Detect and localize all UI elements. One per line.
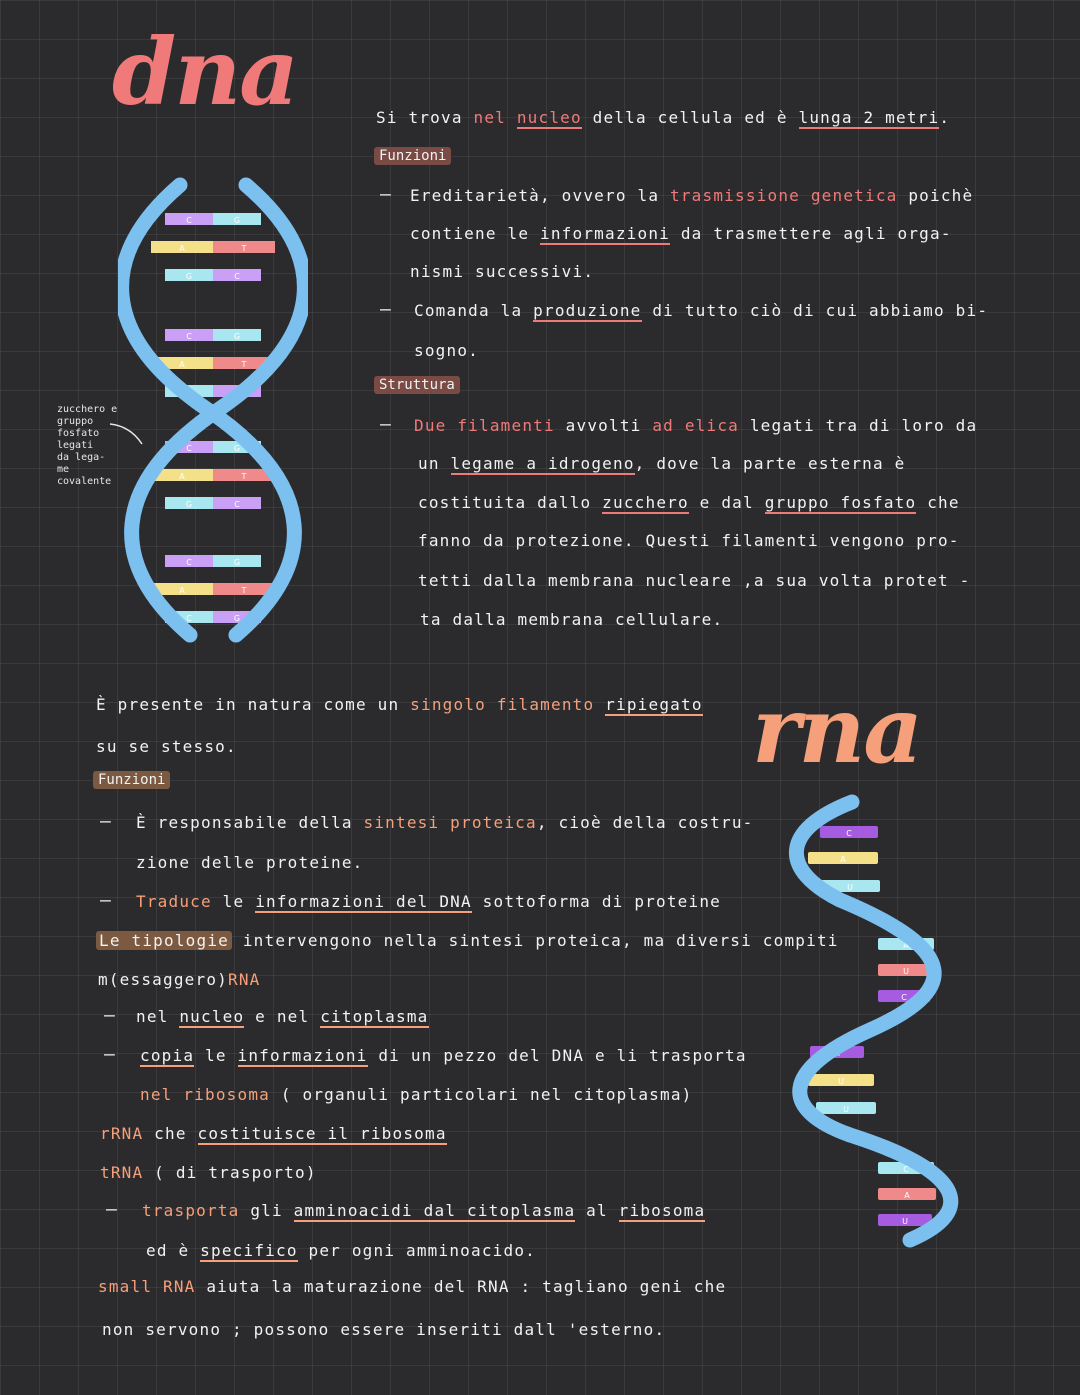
dna-s-line2: un legame a idrogeno, dove la parte esterna è xyxy=(418,454,906,473)
trna-line2: ed è specifico per ogni amminoacido. xyxy=(146,1241,536,1260)
rrna-line: rRNA che costituisce il ribosoma xyxy=(100,1124,447,1143)
rna-base-letter: U xyxy=(902,1217,908,1226)
rna-funzioni-label: Funzioni xyxy=(93,771,170,789)
dna-s-line5: tetti dalla membrana nucleare ,a sua volta protet - xyxy=(418,571,971,590)
mrna-heading: m(essaggero)RNA xyxy=(98,970,261,989)
dna-base-letter: T xyxy=(241,244,247,253)
dna-f1-line2: contiene le informazioni da trasmettere agli orga- xyxy=(410,224,952,243)
rna-tipologie-line: Le tipologie intervengono nella sintesi proteica, ma diversi compiti xyxy=(96,931,839,950)
dna-base-letter: A xyxy=(179,244,185,253)
dna-f2-line2: sogno. xyxy=(414,341,479,360)
rna-base-letter: C xyxy=(846,829,852,838)
dash-icon: – xyxy=(100,890,111,911)
mrna-line2: copia le informazioni di un pezzo del DNA e li trasporta xyxy=(140,1046,747,1065)
rna-base-letter: U xyxy=(903,967,909,976)
dna-base-letter: G xyxy=(185,272,193,281)
rna-base-letter: U xyxy=(847,883,853,892)
dna-base-letter: C xyxy=(234,272,240,281)
rna-base-letter: C xyxy=(903,1165,909,1174)
rna-f2-line1: Traduce le informazioni del DNA sottoforma di proteine xyxy=(136,892,721,911)
dna-base-letter: C xyxy=(186,332,192,341)
small-rna-line2: non servono ; possono essere inseriti dall 'esterno. xyxy=(102,1320,666,1339)
trna-line: tRNA ( di trasporto) xyxy=(100,1163,317,1182)
rna-title: rna xyxy=(752,676,921,784)
dna-base-letter: G xyxy=(233,332,241,341)
trna-line1: trasporta gli amminoacidi dal citoplasma al ribosoma xyxy=(142,1201,706,1220)
dna-base-letter: C xyxy=(186,216,192,225)
dash-icon: – xyxy=(106,1199,117,1220)
rna-base-letter: A xyxy=(834,1049,840,1058)
dna-base-letter: T xyxy=(241,472,247,481)
dna-base-letter: C xyxy=(186,444,192,453)
mrna-line3: nel ribosoma ( organuli particolari nel citoplasma) xyxy=(140,1085,693,1104)
rna-base-letter: U xyxy=(843,1105,849,1114)
dna-base-letter: G xyxy=(233,444,241,453)
dna-base-letter: G xyxy=(233,216,241,225)
rna-base-letter: A xyxy=(903,941,909,950)
dash-icon: – xyxy=(380,414,391,435)
dna-struttura-label: Struttura xyxy=(374,376,460,394)
dna-f2-line1: Comanda la produzione di tutto ciò di cui abbiamo bi- xyxy=(414,301,989,320)
rna-f1-line1: È responsabile della sintesi proteica, cioè della costru- xyxy=(136,813,754,832)
dna-s-line1: Due filamenti avvolti ad elica legati tra di loro da xyxy=(414,416,978,435)
dna-base-letter: C xyxy=(186,558,192,567)
dna-base-letter: A xyxy=(179,472,185,481)
rna-base-letter: A xyxy=(840,855,846,864)
dna-intro: Si trova nel nucleo della cellula ed è lunga 2 metri. xyxy=(376,108,951,127)
dna-base-letter: C xyxy=(234,500,240,509)
dna-base-letter: G xyxy=(233,388,241,397)
dna-base-letter: C xyxy=(186,614,192,623)
rna-base-letter: U xyxy=(838,1077,844,1086)
rna-base-letter: C xyxy=(901,993,907,1002)
dash-icon: – xyxy=(380,184,391,205)
mrna-line1: nel nucleo e nel citoplasma xyxy=(136,1007,429,1026)
dna-base-letter: G xyxy=(233,558,241,567)
dna-f1-line3: nismi successivi. xyxy=(410,262,595,281)
dna-base-letter: T xyxy=(241,360,247,369)
dna-base-letter: A xyxy=(179,360,185,369)
dash-icon: – xyxy=(104,1005,115,1026)
dna-helix-illustration xyxy=(118,175,308,645)
dna-base-letter: G xyxy=(233,614,241,623)
dna-side-note: zucchero e gruppo fosfato legati da lega- me covalente xyxy=(57,404,118,487)
dash-icon: – xyxy=(104,1044,115,1065)
dna-funzioni-label: Funzioni xyxy=(374,147,451,165)
dash-icon: – xyxy=(100,811,111,832)
dna-base-letter: T xyxy=(241,586,247,595)
dna-s-line4: fanno da protezione. Questi filamenti vengono pro- xyxy=(418,531,960,550)
dna-base-letter: G xyxy=(185,500,193,509)
rna-strand-illustration xyxy=(780,790,960,1260)
rna-f1-line2: zione delle proteine. xyxy=(136,853,364,872)
rna-intro-line1: È presente in natura come un singolo filamento ripiegato xyxy=(96,695,703,714)
dna-title: dna xyxy=(112,18,297,126)
dna-base-letter: A xyxy=(179,586,185,595)
dash-icon: – xyxy=(380,299,391,320)
rna-intro-line2: su se stesso. xyxy=(96,737,237,756)
small-rna-line1: small RNA aiuta la maturazione del RNA : tagliano geni che xyxy=(98,1277,727,1296)
dna-f1-line1: Ereditarietà, ovvero la trasmissione genetica poichè xyxy=(410,186,974,205)
rna-base-letter: A xyxy=(904,1191,910,1200)
dna-s-line3: costituita dallo zucchero e dal gruppo fosfato che xyxy=(418,493,960,512)
dna-s-line6: ta dalla membrana cellulare. xyxy=(420,610,724,629)
dna-base-letter: C xyxy=(186,388,192,397)
